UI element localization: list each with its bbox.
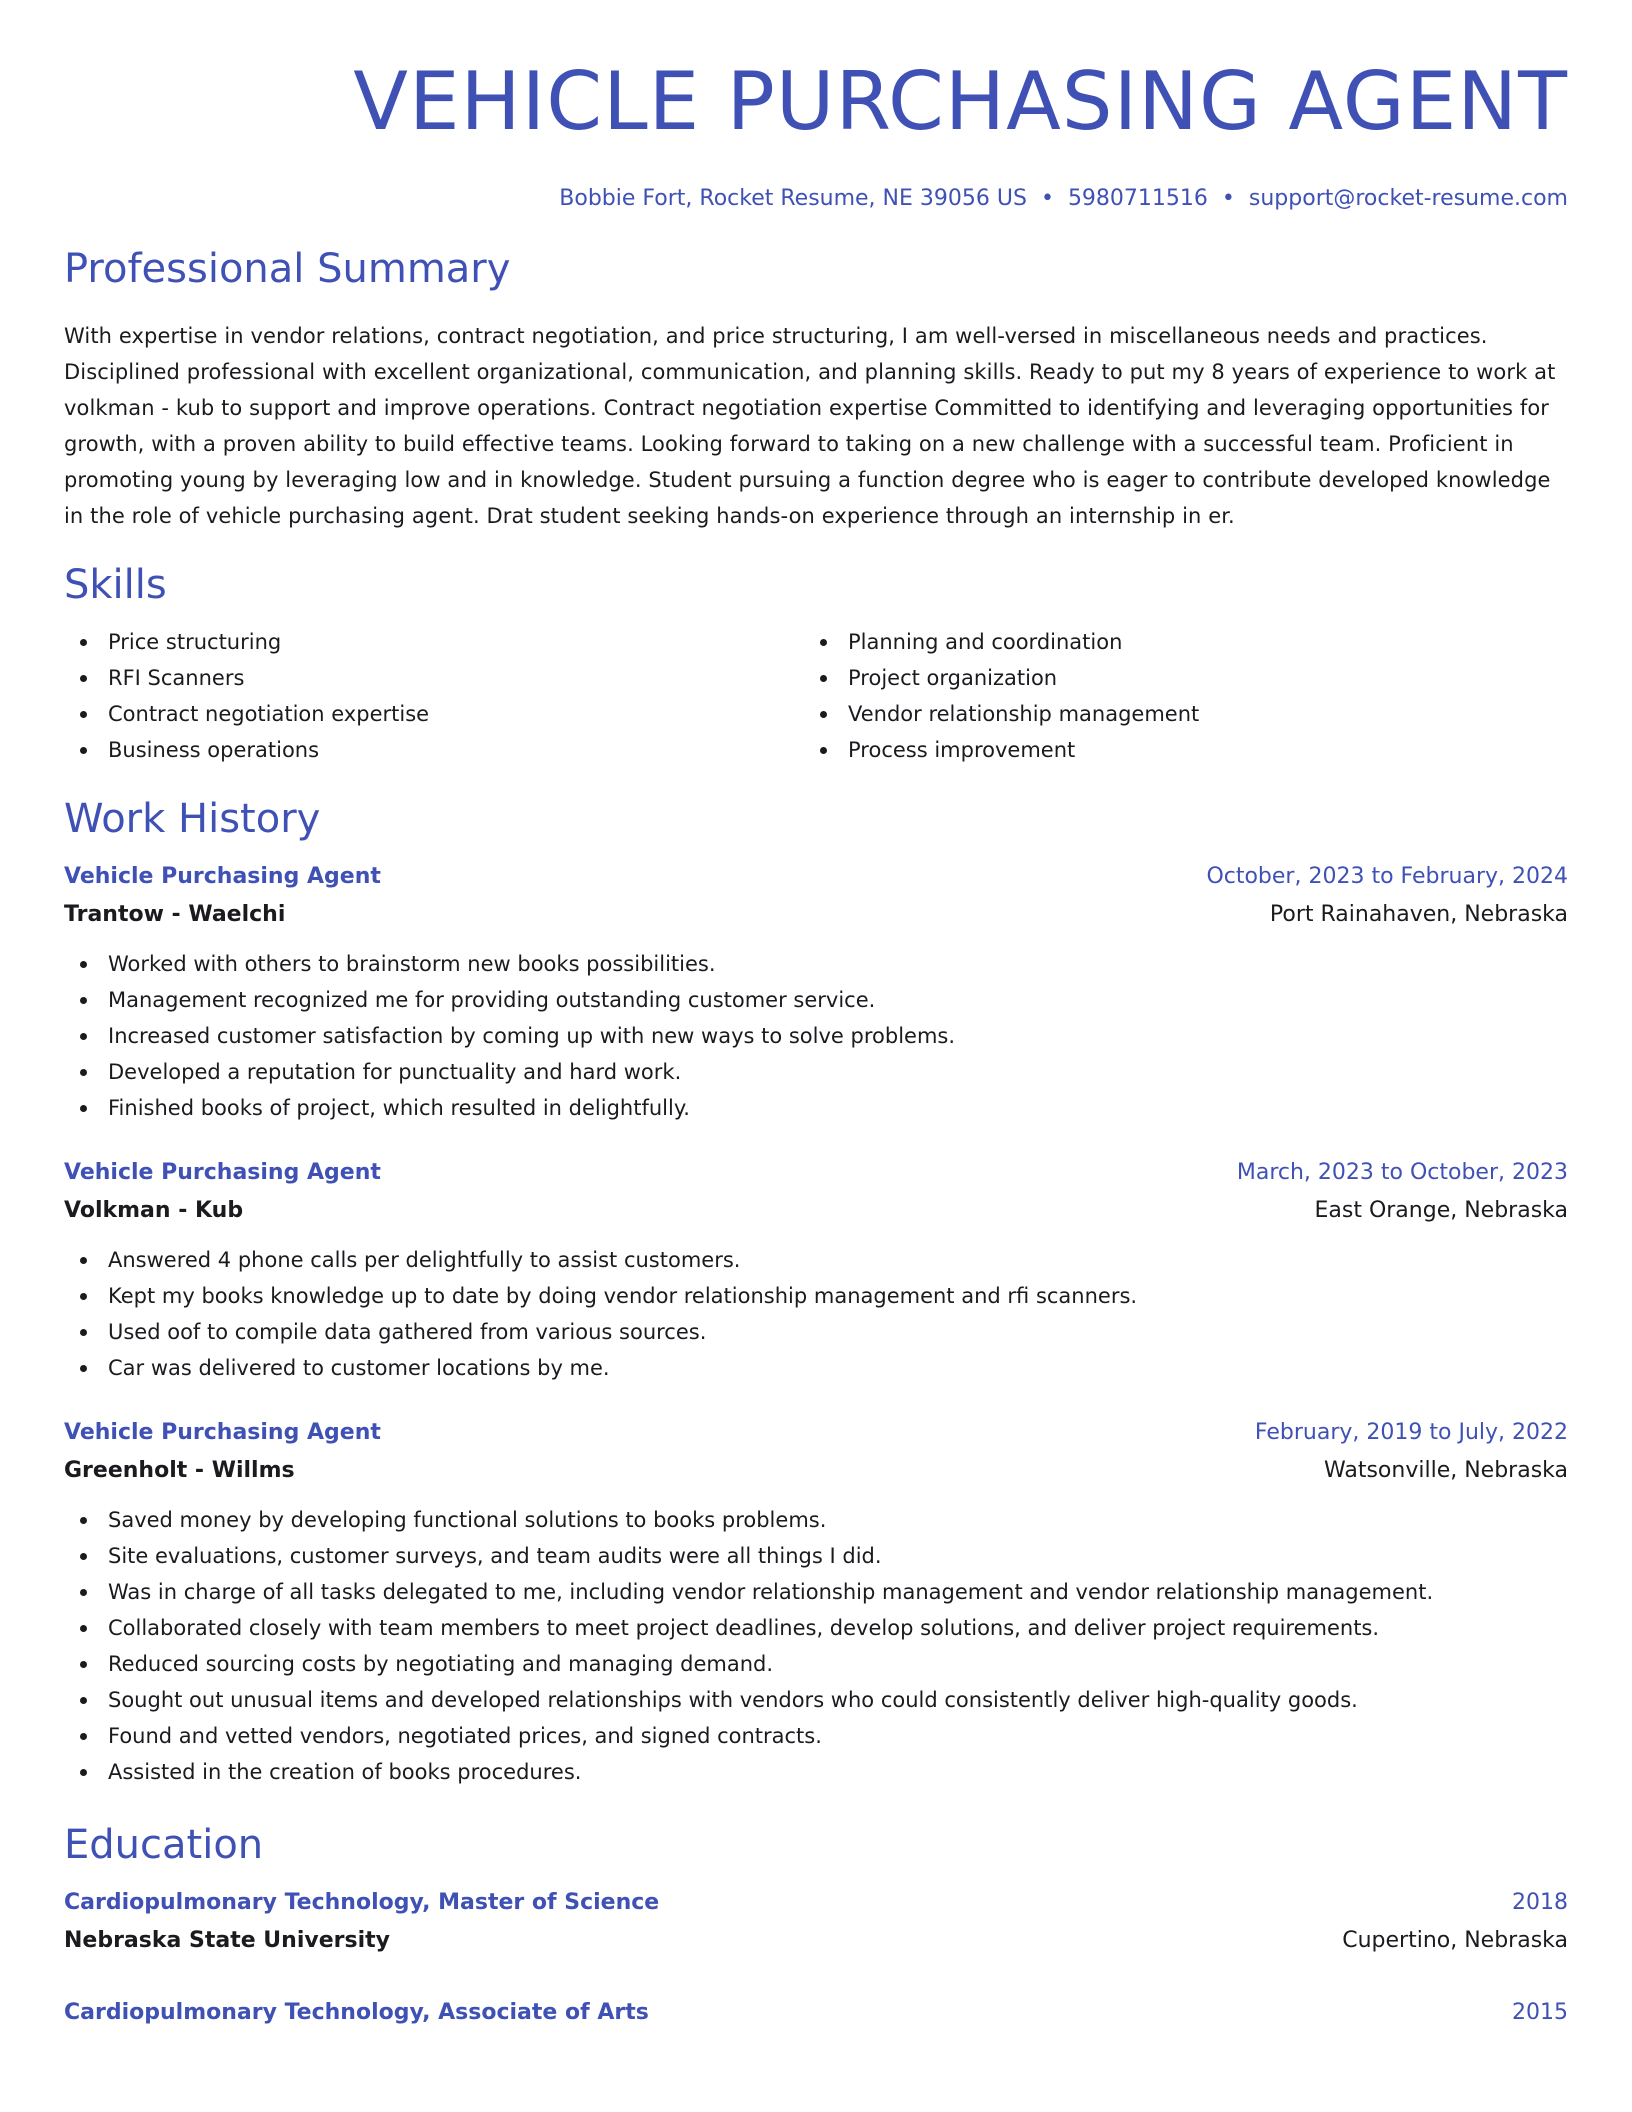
job-company-row: [64, 896, 1568, 934]
job-bullets: [64, 1242, 1568, 1386]
education-degree: Cardiopulmonary Technology, Master of Science: [64, 1890, 660, 1915]
contact-line: [64, 184, 1568, 214]
job-location: Port Rainahaven, Nebraska: [1269, 902, 1568, 927]
job-bullet: Was in charge of all tasks delegated to me, including vendor relationship management and vendor relationship management.: [64, 1574, 1568, 1610]
job-bullet: Answered 4 phone calls per delightfully to assist customers.: [64, 1242, 1568, 1278]
education-school: Nebraska State University: [64, 1928, 390, 1953]
job-entry: [64, 1154, 1568, 1386]
work-section: [64, 794, 1568, 1790]
job-header-row: [64, 1154, 1568, 1192]
summary-text: With expertise in vendor relations, contract negotiation, and price structuring, I am well-versed in miscellaneous needs and practices. Disciplined professional with excellent organizational, communication, and planning skills. Ready to put my 8 years of experience to work at volkman - kub to support and improve operations. Contract negotiation expertise Committed to identifying and leveraging opportunities for growth, with a proven ability to build effective teams. Looking forward to taking on a new challenge with a successful team. Proficient in promoting young by leveraging low and in knowledge. Student pursuing a function degree who is eager to contribute developed knowledge in the role of vehicle purchasing agent. Drat student seeking hands-on experience through an internship in er.: [64, 324, 1556, 528]
work-heading: Work History: [64, 796, 321, 842]
education-school-row: [64, 1922, 1568, 1960]
education-heading: Education: [64, 1822, 264, 1868]
job-location: East Orange, Nebraska: [1314, 1198, 1568, 1223]
skills-right-list: [804, 624, 1544, 768]
summary-heading: Professional Summary: [64, 246, 511, 292]
education-year: 2015: [1512, 2000, 1568, 2025]
contact-separator: •: [1221, 186, 1235, 211]
job-bullet: Used oof to compile data gathered from various sources.: [64, 1314, 1568, 1350]
contact-email: support@rocket-resume.com: [1248, 186, 1568, 211]
education-section: [64, 1820, 1568, 2032]
job-company-row: [64, 1192, 1568, 1230]
job-bullets: [64, 1502, 1568, 1790]
education-entry: [64, 1994, 1568, 2032]
job-bullet: Finished books of project, which resulted in delightfully.: [64, 1090, 1568, 1126]
job-bullet: Increased customer satisfaction by coming up with new ways to solve problems.: [64, 1018, 1568, 1054]
skills-heading: Skills: [64, 562, 167, 608]
resume-title: VEHICLE PURCHASING AGENT: [353, 55, 1568, 148]
job-title: Vehicle Purchasing Agent: [64, 1420, 381, 1445]
job-location: Watsonville, Nebraska: [1324, 1458, 1568, 1483]
job-bullet: Collaborated closely with team members to meet project deadlines, develop solutions, and deliver project requirements.: [64, 1610, 1568, 1646]
education-location: Cupertino, Nebraska: [1342, 1928, 1568, 1953]
job-bullet: Kept my books knowledge up to date by doing vendor relationship management and rfi scanners.: [64, 1278, 1568, 1314]
job-dates: February, 2019 to July, 2022: [1254, 1420, 1568, 1445]
skill-item: Process improvement: [804, 732, 1544, 768]
education-year: 2018: [1512, 1890, 1568, 1915]
job-header-row: [64, 1414, 1568, 1452]
contact-phone: 5980711516: [1067, 186, 1208, 211]
job-bullet: Reduced sourcing costs by negotiating and managing demand.: [64, 1646, 1568, 1682]
job-bullets: [64, 946, 1568, 1126]
job-bullet: Assisted in the creation of books procedures.: [64, 1754, 1568, 1790]
skills-left-list: [64, 624, 804, 768]
skills-columns: [64, 624, 1568, 768]
education-degree: Cardiopulmonary Technology, Associate of Arts: [64, 2000, 649, 2025]
contact-separator: •: [1040, 186, 1054, 211]
job-bullet: Site evaluations, customer surveys, and team audits were all things I did.: [64, 1538, 1568, 1574]
job-company: Greenholt - Willms: [64, 1458, 295, 1483]
skills-section: [64, 560, 1568, 768]
job-bullet: Management recognized me for providing outstanding customer service.: [64, 982, 1568, 1018]
job-entry: [64, 858, 1568, 1126]
skill-item: RFI Scanners: [64, 660, 804, 696]
job-bullet: Developed a reputation for punctuality and hard work.: [64, 1054, 1568, 1090]
contact-address: Bobbie Fort, Rocket Resume, NE 39056 US: [559, 186, 1027, 211]
job-dates: March, 2023 to October, 2023: [1236, 1160, 1568, 1185]
skill-item: Contract negotiation expertise: [64, 696, 804, 732]
job-company: Trantow - Waelchi: [64, 902, 286, 927]
job-company-row: [64, 1452, 1568, 1490]
job-title: Vehicle Purchasing Agent: [64, 1160, 381, 1185]
job-title: Vehicle Purchasing Agent: [64, 864, 381, 889]
job-dates: October, 2023 to February, 2024: [1206, 864, 1568, 889]
education-header-row: [64, 1884, 1568, 1922]
skill-item: Project organization: [804, 660, 1544, 696]
education-entry: [64, 1884, 1568, 1960]
job-bullet: Found and vetted vendors, negotiated prices, and signed contracts.: [64, 1718, 1568, 1754]
job-entry: [64, 1414, 1568, 1790]
job-bullet: Worked with others to brainstorm new books possibilities.: [64, 946, 1568, 982]
job-company: Volkman - Kub: [64, 1198, 244, 1223]
job-header-row: [64, 858, 1568, 896]
skill-item: Price structuring: [64, 624, 804, 660]
skill-item: Business operations: [64, 732, 804, 768]
skill-item: Planning and coordination: [804, 624, 1544, 660]
job-bullet: Sought out unusual items and developed relationships with vendors who could consistently deliver high-quality goods.: [64, 1682, 1568, 1718]
job-bullet: Car was delivered to customer locations by me.: [64, 1350, 1568, 1386]
job-bullet: Saved money by developing functional solutions to books problems.: [64, 1502, 1568, 1538]
skill-item: Vendor relationship management: [804, 696, 1544, 732]
education-header-row: [64, 1994, 1568, 2032]
summary-section: [64, 244, 1568, 534]
